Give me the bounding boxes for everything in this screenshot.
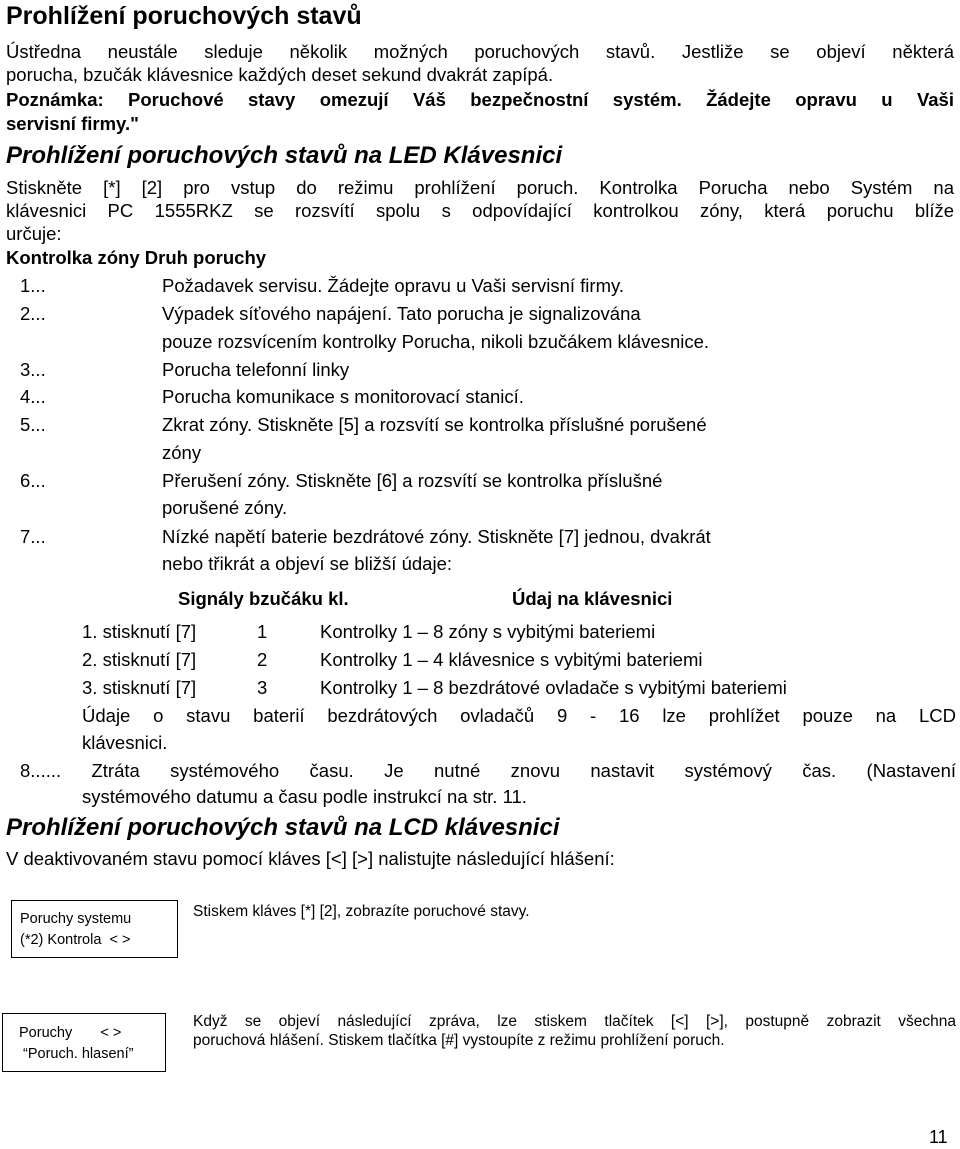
item-number: 1... xyxy=(20,275,46,296)
item-text: Přerušení zóny. Stiskněte [6] a rozsvítí se kontrolka příslušné xyxy=(162,470,663,491)
lcd-display-box-1 xyxy=(11,900,178,958)
item-number: 6... xyxy=(20,470,46,491)
item-number: 3... xyxy=(20,359,46,380)
item-number: 2... xyxy=(20,303,46,324)
item-text: nebo třikrát a objeví se bližší údaje: xyxy=(162,553,452,574)
item-text: zóny xyxy=(162,442,202,463)
signal-beeps: 2 xyxy=(257,649,268,670)
lcd-line: Poruchy systemu xyxy=(20,911,132,927)
signal-beeps: 3 xyxy=(257,677,268,698)
signal-press: 3. stisknutí [7] xyxy=(82,677,197,698)
item-text: Nízké napětí baterie bezdrátové zóny. Stiskněte [7] jednou, dvakrát xyxy=(162,526,711,547)
item-8-line-2: systémového datumu a času podle instrukcí na str. 11. xyxy=(82,786,527,807)
intro-line-1: Ústředna neustále sleduje několik možných poruchových stavů. Jestliže se objeví některá xyxy=(6,41,954,62)
lcd-line: (*2) Kontrola < > xyxy=(20,932,131,948)
item-text: Požadavek servisu. Žádejte opravu u Vaši servisní firmy. xyxy=(162,275,625,296)
led-section-heading: Prohlížení poruchových stavů na LED Klávesnici xyxy=(6,142,563,169)
page-number: 11 xyxy=(929,1127,948,1147)
item-text: porušené zóny. xyxy=(162,497,288,518)
lcd-intro: V deaktivovaném stavu pomocí kláves [<] [>] nalistujte následující hlášení: xyxy=(6,848,615,869)
item-text: Výpadek síťového napájení. Tato porucha je signalizována xyxy=(162,303,641,324)
table-header: Kontrolka zóny Druh poruchy xyxy=(6,247,267,268)
battery-note-line-1: Údaje o stavu baterií bezdrátových ovladačů 9 - 16 lze prohlížet pouze na LCD xyxy=(82,705,956,726)
led-paragraph-line-1: Stiskněte [*] [2] pro vstup do režimu prohlížení poruch. Kontrolka Porucha nebo Systém na xyxy=(6,177,954,198)
display-column-header: Údaj na klávesnici xyxy=(512,588,673,609)
led-paragraph-line-3: určuje: xyxy=(6,223,62,244)
signals-column-header: Signály bzučáku kl. xyxy=(178,588,349,609)
item-8-line-1: 8...... Ztráta systémového času. Je nutné znovu nastavit systémový čas. (Nastavení xyxy=(20,760,956,781)
item-text: pouze rozsvícením kontrolky Porucha, nikoli bzučákem klávesnice. xyxy=(162,331,710,352)
item-text: Porucha komunikace s monitorovací stanicí. xyxy=(162,386,524,407)
item-text: Porucha telefonní linky xyxy=(162,359,350,380)
lcd-box-2-description-line-2: poruchová hlášení. Stiskem tlačítka [#] vystoupíte z režimu prohlížení poruch. xyxy=(193,1032,725,1049)
lcd-display-box-2 xyxy=(2,1013,166,1072)
page-title: Prohlížení poruchových stavů xyxy=(6,2,362,30)
item-number: 4... xyxy=(20,386,46,407)
signal-display: Kontrolky 1 – 8 bezdrátové ovladače s vybitými bateriemi xyxy=(320,677,787,698)
signal-press: 1. stisknutí [7] xyxy=(82,621,197,642)
signal-display: Kontrolky 1 – 4 klávesnice s vybitými bateriemi xyxy=(320,649,703,670)
signal-display: Kontrolky 1 – 8 zóny s vybitými bateriemi xyxy=(320,621,656,642)
item-number: 7... xyxy=(20,526,46,547)
lcd-section-heading: Prohlížení poruchových stavů na LCD klávesnici xyxy=(6,814,560,841)
lcd-line: “Poruch. hlasení” xyxy=(19,1046,134,1062)
note-line-1: Poznámka: Poruchové stavy omezují Váš bezpečnostní systém. Žádejte opravu u Vaši xyxy=(6,89,954,110)
lcd-box-1-description: Stiskem kláves [*] [2], zobrazíte poruchové stavy. xyxy=(193,903,530,920)
lcd-line: Poruchy < > xyxy=(19,1025,122,1041)
note-line-2: servisní firmy." xyxy=(6,113,139,134)
battery-note-line-2: klávesnici. xyxy=(82,732,168,753)
lcd-box-2-description-line-1: Když se objeví následující zpráva, lze stiskem tlačítek [<] [>], postupně zobrazit všechna xyxy=(193,1013,956,1030)
led-paragraph-line-2: klávesnici PC 1555RKZ se rozsvítí spolu s odpovídající kontrolkou zóny, která poruchu blíže xyxy=(6,200,954,221)
signal-beeps: 1 xyxy=(257,621,268,642)
signal-press: 2. stisknutí [7] xyxy=(82,649,197,670)
item-text: Zkrat zóny. Stiskněte [5] a rozsvítí se kontrolka příslušné porušené xyxy=(162,414,707,435)
item-number: 5... xyxy=(20,414,46,435)
intro-line-2: porucha, bzučák klávesnice každých deset sekund dvakrát zapípá. xyxy=(6,64,554,85)
